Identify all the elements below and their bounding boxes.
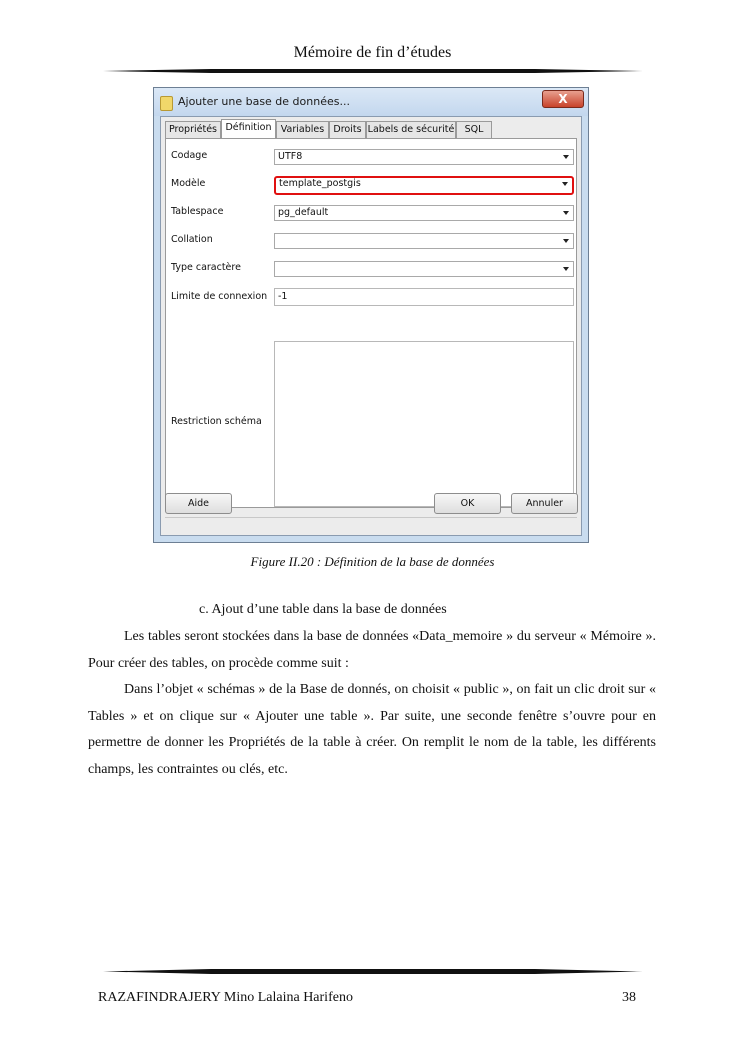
page-number: 38	[622, 990, 636, 1005]
close-button[interactable]: X	[542, 90, 584, 108]
tab-droits[interactable]: Droits	[329, 121, 366, 138]
ok-button[interactable]: OK	[434, 493, 501, 514]
codage-select[interactable]	[274, 149, 574, 165]
paragraph-2-text: Dans l’objet « schémas » de la Base de donnés, on choisit « public », on fait un clic droit sur « Tables » et on clique sur « Ajouter une table ». Par suite, une seconde fenêtre s’ouvre pour en permettre de donner les Propriétés de la table à créer. On remplit le nom de la table, les différents champs, les contraintes ou clés, etc.	[88, 682, 656, 777]
tablespace-value: pg_default	[278, 207, 329, 218]
help-button[interactable]: Aide	[165, 493, 232, 514]
modele-select[interactable]	[274, 176, 574, 195]
tab-labels-securite[interactable]: Labels de sécurité	[366, 121, 456, 138]
codage-label: Codage	[171, 150, 208, 161]
tab-proprietes[interactable]: Propriétés	[165, 121, 221, 138]
tablespace-label: Tablespace	[171, 206, 224, 217]
paragraph-2	[88, 677, 656, 783]
tab-sql[interactable]: SQL	[456, 121, 492, 138]
footer-rule	[103, 969, 643, 974]
definition-panel	[165, 138, 577, 508]
header-rule	[103, 69, 643, 73]
modele-label: Modèle	[171, 178, 206, 189]
database-icon	[160, 96, 173, 111]
add-database-dialog	[153, 87, 589, 543]
chevron-down-icon	[563, 211, 569, 215]
dialog-title: Ajouter une base de données...	[178, 95, 350, 108]
restriction-schema-label: Restriction schéma	[171, 416, 262, 427]
limite-connexion-input[interactable]: -1	[274, 288, 574, 306]
dialog-titlebar[interactable]	[154, 88, 588, 116]
section-subheading: c. Ajout d’une table dans la base de données	[199, 602, 447, 617]
type-caractere-select[interactable]	[274, 261, 574, 277]
page-header-title: Mémoire de fin d’études	[293, 44, 452, 61]
codage-value: UTF8	[278, 151, 303, 162]
dialog-client-area	[160, 116, 582, 536]
type-caractere-label: Type caractère	[171, 262, 241, 273]
tab-definition[interactable]: Définition	[221, 119, 276, 138]
status-bar	[165, 517, 577, 534]
cancel-button[interactable]: Annuler	[511, 493, 578, 514]
chevron-down-icon	[563, 155, 569, 159]
tab-variables[interactable]: Variables	[276, 121, 329, 138]
figure-caption: Figure II.20 : Définition de la base de données	[250, 554, 495, 569]
collation-label: Collation	[171, 234, 213, 245]
chevron-down-icon	[562, 182, 568, 186]
collation-select[interactable]	[274, 233, 574, 249]
chevron-down-icon	[563, 267, 569, 271]
restriction-schema-textarea[interactable]	[274, 341, 574, 507]
paragraph-1-text: Les tables seront stockées dans la base de données «Data_memoire » du serveur « Mémoire ». Pour créer des tables, on procède comme suit :	[88, 629, 656, 671]
paragraph-1	[88, 624, 656, 677]
chevron-down-icon	[563, 239, 569, 243]
footer-author: RAZAFINDRAJERY Mino Lalaina Harifeno	[98, 990, 353, 1005]
modele-value: template_postgis	[279, 178, 361, 189]
tablespace-select[interactable]	[274, 205, 574, 221]
limite-connexion-label: Limite de connexion	[171, 291, 268, 302]
